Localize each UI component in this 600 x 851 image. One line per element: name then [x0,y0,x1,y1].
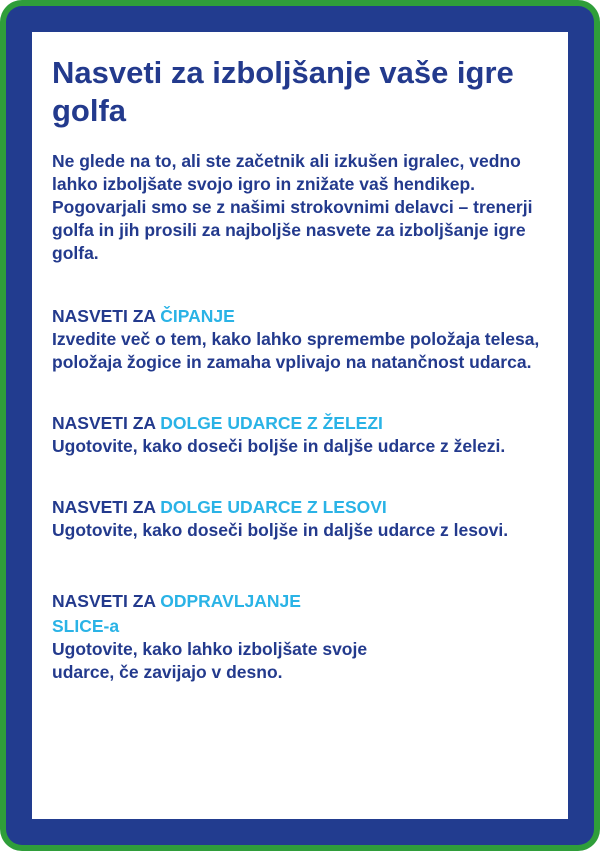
tip-heading [52,412,542,435]
tip-topic-line2: SLICE-a [52,616,120,636]
tip-prefix: NASVETI ZA [52,413,161,433]
tip-prefix: NASVETI ZA [52,591,161,611]
page-title: Nasveti za izboljšanje vaše igre golfa [52,55,514,128]
tip-description: Ugotovite, kako doseči boljše in daljše udarce z železi. [52,436,506,456]
tip-description: Ugotovite, kako lahko izboljšate svoje udarce, če zavijajo v desno. [52,639,368,682]
tip-heading [52,590,542,638]
tip-wood-shots [52,496,542,542]
tip-iron-shots [52,412,542,458]
tip-prefix: NASVETI ZA [52,306,161,326]
tip-topic: ODPRAVLJANJE [160,591,301,611]
tip-prefix: NASVETI ZA [52,497,161,517]
content-card [32,32,568,819]
intro-paragraph: Ne glede na to, ali ste začetnik ali izkušen igralec, vedno lahko izboljšate svojo igro in znižate vaš hendikep. Pogovarjali smo se z našimi strokovnimi delavci – trenerji golfa in jih prosili za najboljše nasvete za izboljšanje igre golfa. [52,151,533,263]
tip-heading [52,496,542,519]
tip-description: Ugotovite, kako doseči boljše in daljše udarce z lesovi. [52,520,509,540]
tip-fix-slice [52,590,542,684]
tip-description: Izvedite več o tem, kako lahko spremembe položaja telesa, položaja žogice in zamaha vplivajo na natančnost udarca. [52,329,540,372]
tip-topic: ČIPANJE [160,306,235,326]
tip-heading [52,305,542,328]
tip-topic: DOLGE UDARCE Z ŽELEZI [160,413,383,433]
tip-chipping [52,305,542,374]
tip-topic: DOLGE UDARCE Z LESOVI [160,497,387,517]
